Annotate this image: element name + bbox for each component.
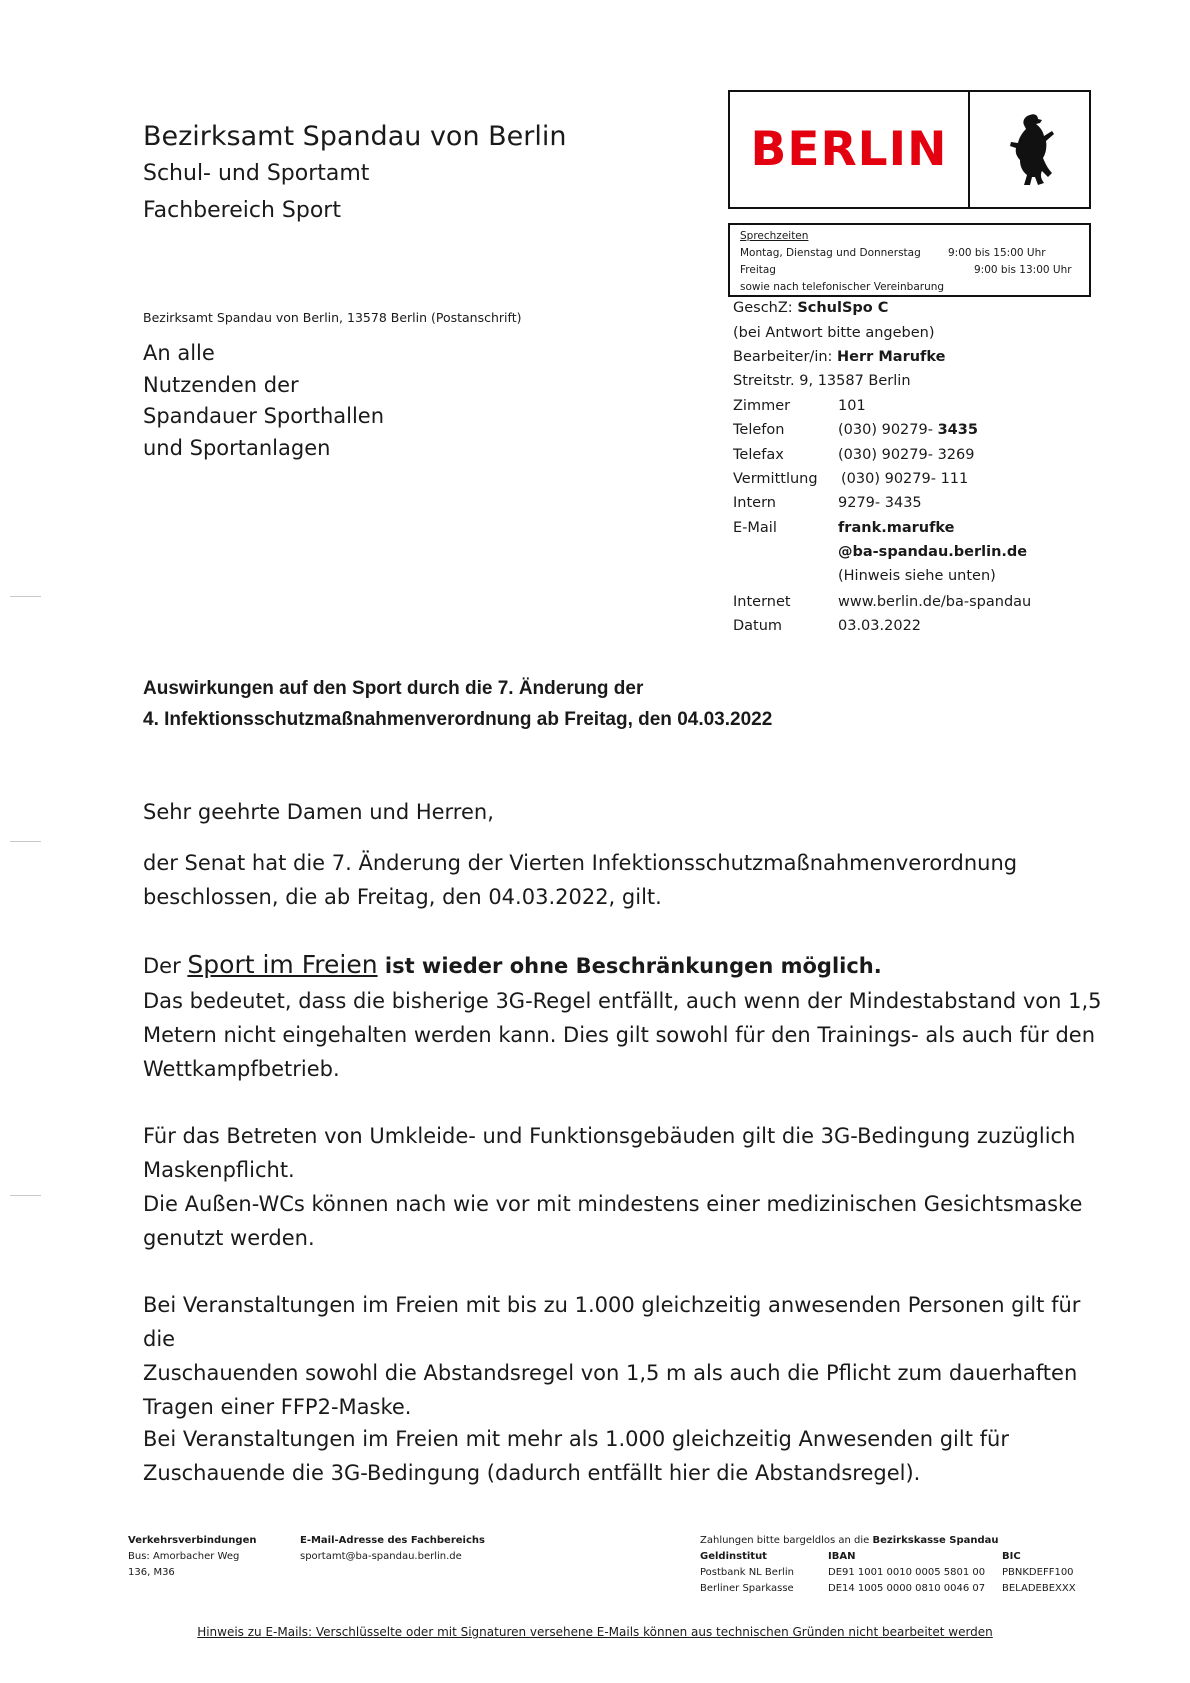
contact-block (733, 296, 1103, 638)
salutation: Sehr geehrte Damen und Herren, (143, 800, 494, 824)
switchboard-label: Vermittlung (733, 470, 818, 487)
recipient-line: An alle (143, 341, 215, 365)
transport-title: Verkehrsverbindungen (128, 1535, 257, 1546)
subject-line: 4. Infektionsschutzmaßnahmenverordnung ab Freitag, den 04.03.2022 (143, 709, 773, 730)
fax-row (733, 442, 1103, 466)
paragraph-line: beschlossen, die ab Freitag, den 04.03.2022, gilt. (143, 885, 662, 909)
fax-value: (030) 90279- 3269 (838, 446, 975, 463)
bank-cell: DE14 1005 0000 0810 0046 07 (828, 1583, 986, 1594)
bank-header: Geldinstitut (700, 1551, 767, 1562)
paragraph-line: Maskenpflicht. (143, 1158, 295, 1182)
paragraph-line: Die Außen-WCs können nach wie vor mit mindestens einer medizinischen Gesichtsmaske (143, 1192, 1083, 1216)
bank-cell: Postbank NL Berlin (700, 1567, 794, 1578)
email-row (733, 516, 1103, 540)
paragraph-line: der Senat hat die 7. Änderung der Vierten Infektionsschutzmaßnahmenverordnung (143, 851, 1018, 875)
paragraph-line: Zuschauenden sowohl die Abstandsregel von 1,5 m als auch die Pflicht zum dauerhaften (143, 1361, 1078, 1385)
office-hours-row (740, 262, 1079, 279)
transport-line: 136, M36 (128, 1567, 175, 1578)
internal-row (733, 491, 1103, 515)
reference-value: SchulSpo C (797, 300, 889, 317)
fold-mark (10, 1195, 41, 1196)
paragraph-line: Wettkampfbetrieb. (143, 1057, 340, 1081)
date-label: Datum (733, 618, 783, 635)
bank-cell: Berliner Sparkasse (700, 1583, 794, 1594)
internal-value: 9279- 3435 (838, 495, 922, 512)
bank-header: BIC (1002, 1551, 1021, 1562)
paragraph-2 (143, 1119, 1103, 1255)
paragraph-3 (143, 1288, 1103, 1424)
paragraph-line: Bei Veranstaltungen im Freien mit bis zu 1.000 gleichzeitig anwesenden Personen gilt für die (143, 1293, 1081, 1351)
subject (143, 673, 772, 735)
office-hours-time: 9:00 bis 13:00 Uhr (974, 264, 1072, 276)
punch-mark (10, 841, 41, 842)
headline (143, 948, 1103, 983)
switchboard-row (733, 467, 1103, 491)
berlin-bear-icon (970, 92, 1089, 207)
internet-row (733, 590, 1103, 614)
paragraph-line: genutzt werden. (143, 1226, 315, 1250)
department-name: Fachbereich Sport (143, 198, 341, 223)
department-email-link[interactable]: sportamt@ba-spandau.berlin.de (300, 1551, 462, 1562)
headline-post: ist wieder ohne Beschränkungen möglich. (377, 954, 882, 978)
office-hours-day: Freitag (740, 264, 776, 276)
email-title: E-Mail-Adresse des Fachbereichs (300, 1535, 485, 1546)
email-value: frank.marufke (838, 519, 955, 536)
date-value: 03.03.2022 (838, 618, 922, 635)
letterhead (143, 118, 566, 229)
subject-line: Auswirkungen auf den Sport durch die 7. Änderung der (143, 678, 644, 699)
internal-label: Intern (733, 495, 776, 512)
bank-header: IBAN (828, 1551, 856, 1562)
intro-paragraph (143, 846, 1103, 914)
berlin-wordmark: BERLIN (730, 92, 970, 207)
clerk-row (733, 345, 1103, 369)
office-hours-caption: Sprechzeiten (740, 230, 809, 242)
paragraph-line: Tragen einer FFP2-Maske. (143, 1395, 412, 1419)
office-name: Schul- und Sportamt (143, 161, 370, 186)
phone-prefix: (030) 90279- (838, 422, 938, 439)
fold-mark (10, 596, 41, 597)
internet-label: Internet (733, 593, 791, 610)
footer-transport (128, 1533, 256, 1581)
paragraph-line: Metern nicht eingehalten werden kann. Dies gilt sowohl für den Trainings- als auch für den (143, 1023, 1096, 1047)
reference-label: GeschZ: (733, 300, 793, 317)
email-note: (Hinweis siehe unten) (838, 568, 996, 585)
email-row-2 (733, 540, 1103, 564)
fax-label: Telefax (733, 446, 784, 463)
bank-cell: DE91 1001 0010 0005 5801 00 (828, 1567, 986, 1578)
paragraph-1 (143, 984, 1103, 1086)
office-hours-note: sowie nach telefonischer Vereinbarung (740, 281, 945, 293)
room-value: 101 (838, 397, 866, 414)
bank-cell: BELADEBEXXX (1002, 1583, 1076, 1594)
recipient-line: und Sportanlagen (143, 435, 331, 460)
clerk-value: Herr Marufke (837, 348, 946, 365)
paragraph-line: Bei Veranstaltungen im Freien mit mehr als 1.000 gleichzeitig Anwesenden gilt für (143, 1427, 1009, 1451)
bank-cell: PBNKDEFF100 (1002, 1567, 1074, 1578)
phone-row (733, 418, 1103, 442)
email-label: E-Mail (733, 519, 777, 536)
internet-link[interactable]: www.berlin.de/ba-spandau (838, 593, 1032, 610)
recipient-line: Spandauer Sporthallen (143, 404, 385, 428)
payment-line (700, 1533, 1082, 1549)
email-notice: Hinweis zu E-Mails: Verschlüsselte oder mit Signaturen versehene E-Mails können aus technischen Gründen nicht bearbeitet werden (197, 1625, 993, 1639)
switchboard-value: (030) 90279- 111 (841, 470, 969, 487)
paragraph-line: Für das Betreten von Umkleide- und Funktionsgebäuden gilt die 3G-Bedingung zuzüglich (143, 1124, 1076, 1148)
sender-line: Bezirksamt Spandau von Berlin, 13578 Berlin (Postanschrift) (143, 310, 522, 325)
sport-im-freien-link[interactable]: Sport im Freien (187, 950, 378, 979)
transport-line: Bus: Amorbacher Weg (128, 1551, 240, 1562)
recipient-block (143, 338, 384, 464)
office-hours-time: 9:00 bis 15:00 Uhr (948, 247, 1046, 259)
reference-row (733, 296, 1103, 320)
phone-label: Telefon (733, 422, 785, 439)
room-row (733, 394, 1103, 418)
office-hours-day: Montag, Dienstag und Donnerstag (740, 247, 921, 259)
office-hours-box (728, 223, 1091, 297)
paragraph-line: Das bedeutet, dass die bisherige 3G-Regel entfällt, auch wenn der Mindestabstand von 1,5 (143, 989, 1102, 1013)
payment-prefix: Zahlungen bitte bargeldlos an die (700, 1535, 873, 1546)
bank-table (700, 1549, 1082, 1597)
reference-note: (bei Antwort bitte angeben) (733, 324, 935, 341)
date-row (733, 614, 1103, 638)
phone-extension: 3435 (937, 422, 978, 439)
address-row: Streitstr. 9, 13587 Berlin (733, 373, 911, 390)
recipient-line: Nutzenden der (143, 372, 299, 397)
office-hours-row (740, 245, 1079, 262)
clerk-label: Bearbeiter/in: (733, 348, 833, 365)
email-domain: @ba-spandau.berlin.de (838, 544, 1028, 561)
room-label: Zimmer (733, 397, 791, 414)
footer-payment (700, 1533, 1082, 1597)
berlin-logo (728, 90, 1091, 209)
footer-email (300, 1533, 485, 1565)
headline-pre: Der (143, 954, 188, 978)
email-note-row (733, 564, 1103, 588)
paragraph-line: Zuschauende die 3G-Bedingung (dadurch entfällt hier die Abstandsregel). (143, 1461, 921, 1485)
paragraph-4 (143, 1422, 1103, 1490)
payment-recipient: Bezirkskasse Spandau (872, 1535, 999, 1546)
authority-name: Bezirksamt Spandau von Berlin (143, 121, 567, 152)
